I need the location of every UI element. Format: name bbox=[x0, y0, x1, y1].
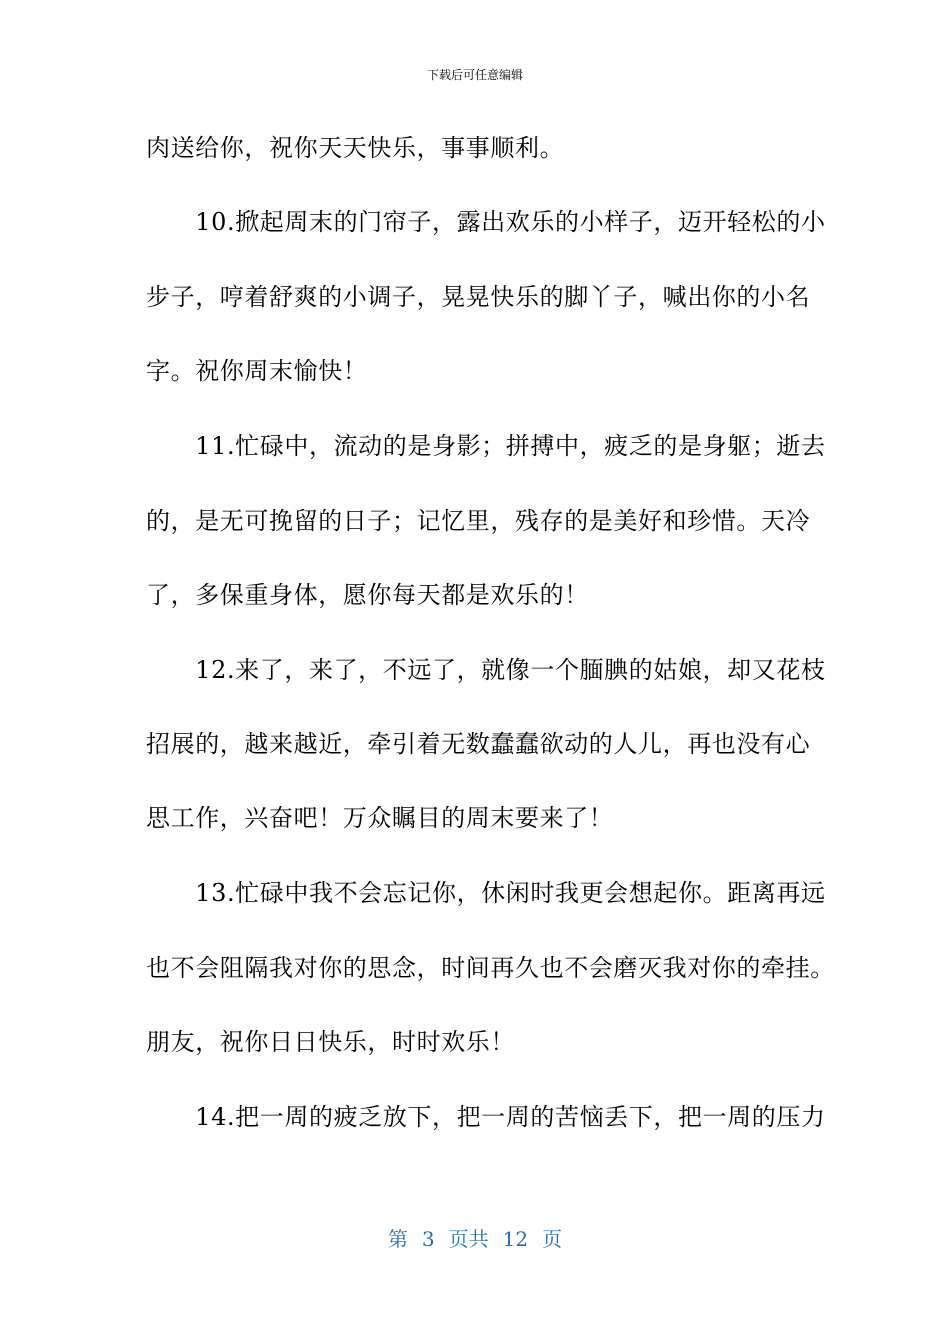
body-line: 14.把一周的疲乏放下，把一周的苦恼丢下，把一周的压力 bbox=[146, 1103, 826, 1131]
body-line: 也不会阻隔我对你的思念，时间再久也不会磨灭我对你的牵挂。 bbox=[146, 954, 835, 982]
body-line: 思工作，兴奋吧！万众瞩目的周末要来了！ bbox=[146, 804, 614, 832]
body-line: 的，是无可挽留的日子；记忆里，残存的是美好和珍惜。天冷 bbox=[146, 507, 811, 535]
body-line: 13.忙碌中我不会忘记你，休闲时我更会想起你。距离再远 bbox=[146, 879, 826, 907]
footer-middle: 页共 bbox=[448, 1227, 489, 1251]
footer-suffix: 页 bbox=[542, 1227, 563, 1251]
body-line: 10.掀起周末的门帘子，露出欢乐的小样子，迈开轻松的小 bbox=[146, 208, 826, 236]
footer-page-number: 3 bbox=[421, 1227, 435, 1251]
page-footer bbox=[0, 1226, 950, 1252]
body-line: 步子，哼着舒爽的小调子，晃晃快乐的脚丫子，喊出你的小名 bbox=[146, 283, 811, 311]
body-line: 了，多保重身体，愿你每天都是欢乐的！ bbox=[146, 581, 589, 609]
body-line: 朋友，祝你日日快乐，时时欢乐！ bbox=[146, 1028, 515, 1056]
footer-prefix: 第 bbox=[387, 1227, 408, 1251]
header-note: 下载后可任意编辑 bbox=[426, 68, 523, 82]
body-line: 字。祝你周末愉快！ bbox=[146, 357, 368, 385]
body-line: 招展的，越来越近，牵引着无数蠢蠢欲动的人儿，再也没有心 bbox=[146, 730, 811, 758]
footer-total-pages: 12 bbox=[502, 1227, 529, 1251]
body-line: 11.忙碌中，流动的是身影；拼搏中，疲乏的是身躯；逝去 bbox=[146, 432, 826, 460]
body-line: 肉送给你，祝你天天快乐，事事顺利。 bbox=[146, 134, 565, 162]
body-line: 12.来了，来了，不远了，就像一个腼腆的姑娘，却又花枝 bbox=[146, 656, 826, 684]
